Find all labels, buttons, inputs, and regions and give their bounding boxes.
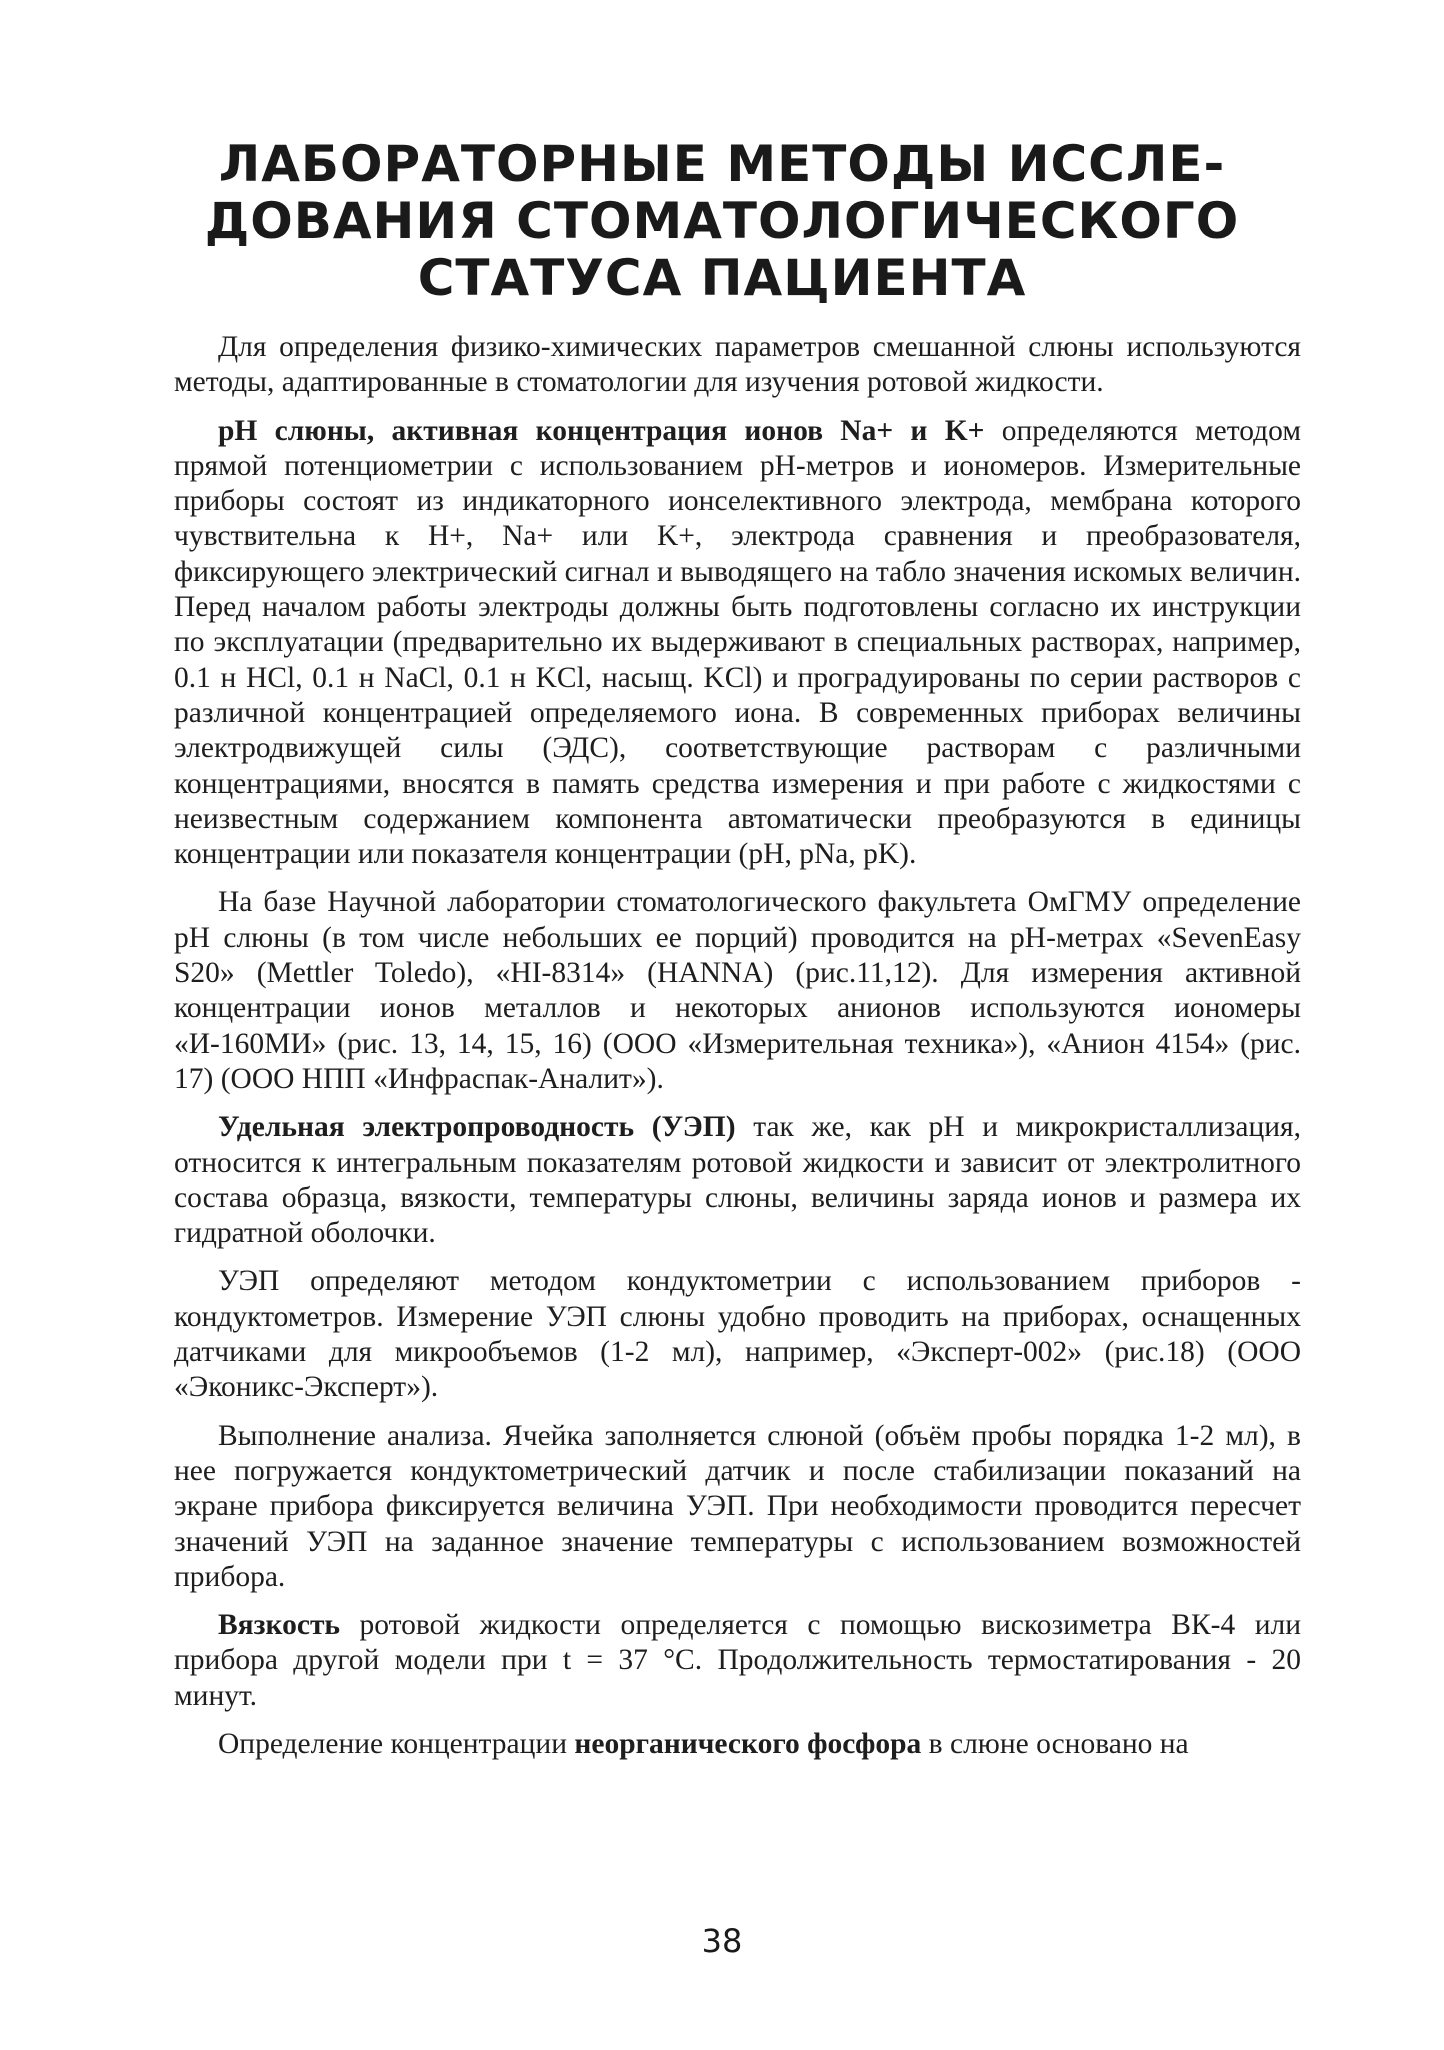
paragraph-intro: Для определения физико-химических параметров смешанной слюны используются методы, адаптированные в стоматологии для изучения ротовой жидкости. [174,331,1301,399]
paragraph-laboratory-equipment: На базе Научной лаборатории стоматологического факультета ОмГМУ определение pH слюны (в том числе небольших ее порций) проводится на pH-метрах «SevenEasy S20» (Mettler Toledo), «HI-8314» (HANNA) (рис.11,12). Для измерения активной концентрации ионов металлов и некоторых анионов используются иономеры «И-160МИ» (рис. 13, 14, 15, 16) (ООО «Измерительная техника»), «Анион 4154» (рис. 17) (ООО НПП «Инфраспак-Аналит»). [174,886,1301,1095]
body-text [174,330,1301,1775]
paragraph-conductivity [174,1110,1301,1251]
paragraph-analysis-procedure: Выполнение анализа. Ячейка заполняется слюной (объём пробы порядка 1-2 мл), в нее погружается кондуктометрический датчик и после стабилизации показаний на экране прибора фиксируется величина УЭП. При необходимости проводится пересчет значений УЭП на заданное значение температуры с использованием возможностей прибора. [174,1419,1301,1593]
page-title-line-1: ЛАБОРАТОРНЫЕ МЕТОДЫ ИССЛЕ- [218,135,1226,193]
page-title-line-3: СТАТУСА ПАЦИЕНТА [417,249,1027,307]
paragraph-phosphorus [174,1727,1301,1762]
paragraph-conductivity-text: так же, как pH и микрокристаллизация, относится к интегральным показателям ротовой жидкости и зависит от электролитного состава образца, вязкости, температуры слюны, величины заряда ионов и размера их гидратной оболочки. [174,1111,1301,1250]
page-number: 38 [701,1922,743,1960]
page-title-line-2: ДОВАНИЯ СТОМАТОЛОГИЧЕСКОГО [204,192,1240,250]
paragraph-phosphorus-start: Определение концентрации [218,1727,575,1760]
paragraph-conductometry: УЭП определяют методом кондуктометрии с использованием приборов - кондуктометров. Измерение УЭП слюны удобно проводить на приборах, оснащенных датчиками для микрообъемов (1-2 мл), например, «Эксперт-002» (рис.18) (ООО «Эконикс-Эксперт»). [174,1265,1301,1404]
term-inorganic-phosphorus: неорганического фосфора [574,1727,922,1760]
page-title [170,136,1274,307]
term-viscosity: Вязкость [218,1609,341,1642]
term-conductivity: Удельная электропроводность (УЭП) [218,1111,736,1144]
paragraph-viscosity-text: ротовой жидкости определяется с помощью вискозиметра ВК-4 или прибора другой модели при t = 37 °C. Продолжительность термостатирования - 20 минут. [174,1609,1301,1712]
term-ph-saliva: pH слюны, активная концентрация ионов Na+ и K+ [218,414,985,447]
paragraph-viscosity [174,1608,1301,1714]
paragraph-phosphorus-text: в слюне основано на [921,1727,1189,1760]
paragraph-ph-saliva [174,414,1301,873]
paragraph-ph-saliva-text: определяются методом прямой потенциометрии с использованием pH-метров и иономеров. Измерительные приборы состоят из индикаторного ионселективного электрода, мембрана которого чувствительна к H+, Na+ или K+, электрода сравнения и преобразователя, фиксирующего электрический сигнал и выводящего на табло значения искомых величин. Перед началом работы электроды должны быть подготовлены согласно их инструкции по эксплуатации (предварительно их выдерживают в специальных растворах, например, 0.1 н HCl, 0.1 н NaCl, 0.1 н KCl, насыщ. KCl) и проградуированы по серии растворов с различной концентрацией определяемого иона. В современных приборах величины электродвижущей силы (ЭДС), соответствующие растворам с различными концентрациями, вносятся в память средства измерения и при работе с жидкостями с неизвестным содержанием компонента автоматически преобразуются в единицы концентрации или показателя концентрации (pH, pNa, pK). [174,414,1301,871]
